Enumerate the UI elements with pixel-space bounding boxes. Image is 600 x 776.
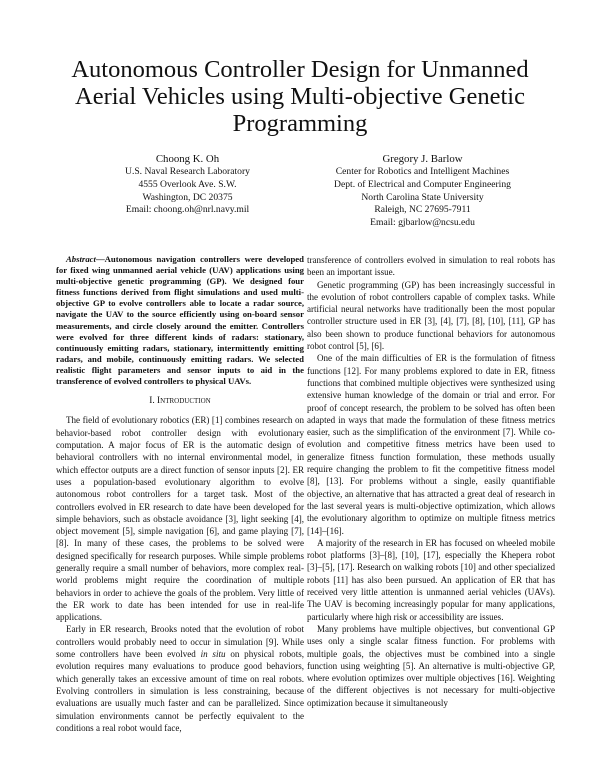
paragraph: Genetic programming (GP) has been increasingly successful in the evolution of robot controllers capable of complex tasks. While artificial neural networks have traditionally been the most popular controller structure used in ER [3], [4], [7], [8], [10], [11], GP has also been shown to produce functional behaviors for autonomous robot control [5], [6]. <box>307 279 555 352</box>
author-email: Email: gjbarlow@ncsu.edu <box>370 217 475 229</box>
paragraph <box>56 623 304 734</box>
author-name: Choong K. Oh <box>155 153 220 165</box>
author-block-2 <box>300 152 545 230</box>
emphasis-text: in situ <box>200 649 226 660</box>
author-affiliation-line: U.S. Naval Research Laboratory <box>125 166 250 177</box>
paragraph: One of the main difficulties of ER is the formulation of fitness functions [12]. For many problems explored to date in ER, fitness functions that combined multiple objectives were synthesized using extensive human knowledge of the domain or trial and error. For proof of concept research, the problem to be solved has often been adapted in ways that made the formulation of these fitness metrics easier, such as the simplification of the environment [7]. While co-evolution and competitive fitness metrics have been used to generalize fitness function formulation, these methods usually require changing the problem to fit the competitive fitness model [8], [13]. For problems without a single, easily quantifiable objective, an alternative that has attracted a great deal of research in the last several years is multi-objective optimization, which allows the evolutionary algorithm to optimize on multiple fitness metrics [14]–[16]. <box>307 353 555 536</box>
abstract <box>56 254 304 387</box>
section-heading-introduction: I. Introduction <box>149 396 211 407</box>
right-column <box>307 254 555 709</box>
paragraph: A majority of the research in ER has focused on wheeled mobile robot platforms [3]–[8], [10], [17], especially the Khepera robot [3]–[5], [17]. Research on walking robots [10] and other specialized robots [11] has also been pursued. An application of ER that has received very little attention is unmanned aerial vehicles (UAVs). The UAV is becoming increasingly popular for many applications, particularly where high risk or accessibility are issues. <box>307 537 555 622</box>
paragraph: Many problems have multiple objectives, but conventional GP uses only a single scalar fitness function. For problems with multiple goals, the objectives must be combined into a single function using weighting [5]. An alternative is multi-objective GP, where evolution optimizes over multiple objectives [16]. Weighting of the different objectives is not necessary for multi-objective optimization because it simultaneously <box>307 623 555 708</box>
paragraph: transference of controllers evolved in simulation to real robots has been an important issue. <box>307 255 555 278</box>
paragraph-text: on physical robots, evolution requires many evaluations to produce good behaviors, which generally takes an excessive amount of time on real robots. Evolving controllers in simulation is less constraining, because evaluations are usually much faster and can be parallelized. Since simulation environments cannot be perfectly equivalent to the conditions a real robot would face, <box>56 649 304 733</box>
author-affiliation-line: Dept. of Electrical and Computer Engineering <box>334 178 511 190</box>
paragraph-text: Early in ER research, Brooks noted that the evolution of robot controllers would probably need to occur in simulation [9]. While some controllers have been evolved <box>56 624 304 660</box>
author-block-1 <box>75 152 300 217</box>
author-email: Email: choong.oh@nrl.navy.mil <box>125 204 250 216</box>
paragraph: The field of evolutionary robotics (ER) [1] combines research on behavior-based robot controller design with evolutionary computation. A major focus of ER is the automatic design of behavioral controllers with no internal environmental model, in which effector outputs are a direct function of sensor inputs [2]. ER uses a population-based evolutionary algorithm to evolve autonomous robot controllers for a target task. Most of the controllers evolved in ER research to date have been developed for simple behaviors, such as obstacle avoidance [3], light seeking [4], object movement [5], simple navigation [6], and game playing [7], [8]. In many of these cases, the problems to be solved were designed specifically for research purposes. While simple problems generally require a small number of behaviors, more complex real-world problems might require the coordination of multiple behaviors in order to achieve the goals of the problem. Very little of the ER work to date has been intended for use in real-life applications. <box>56 415 304 623</box>
author-affiliation-line: Center for Robotics and Intelligent Machines <box>335 166 510 177</box>
abstract-text: —Autonomous navigation controllers were developed for fixed wing unmanned aerial vehicle (UAV) applications using multi-objective genetic programming (GP). We designed four fitness functions derived from flight simulations and used multi-objective GP to evolve controllers able to locate a radar source, navigate the UAV to the source efficiently using on-board sensor measurements, and circle closely around the emitter. Controllers were evolved for three different kinds of radars: stationary, continuously emitting radars, stationary, intermittently emitting radars, and mobile, continuously emitting radars. We selected realistic flight parameters and sensor inputs to aid in the transference of evolved controllers to physical UAVs. <box>56 254 304 387</box>
author-affiliation-line: 4555 Overlook Ave. S.W. <box>138 178 237 190</box>
author-affiliation-line: Raleigh, NC 27695-7911 <box>374 204 471 216</box>
author-name: Gregory J. Barlow <box>382 153 463 165</box>
author-affiliation-line: North Carolina State University <box>361 191 484 203</box>
author-affiliation-line: Washington, DC 20375 <box>142 191 233 203</box>
left-column <box>56 254 304 734</box>
abstract-label: Abstract <box>66 254 96 264</box>
paper-title: Autonomous Controller Design for Unmanned Aerial Vehicles using Multi-objective Genetic Programming <box>71 56 529 137</box>
